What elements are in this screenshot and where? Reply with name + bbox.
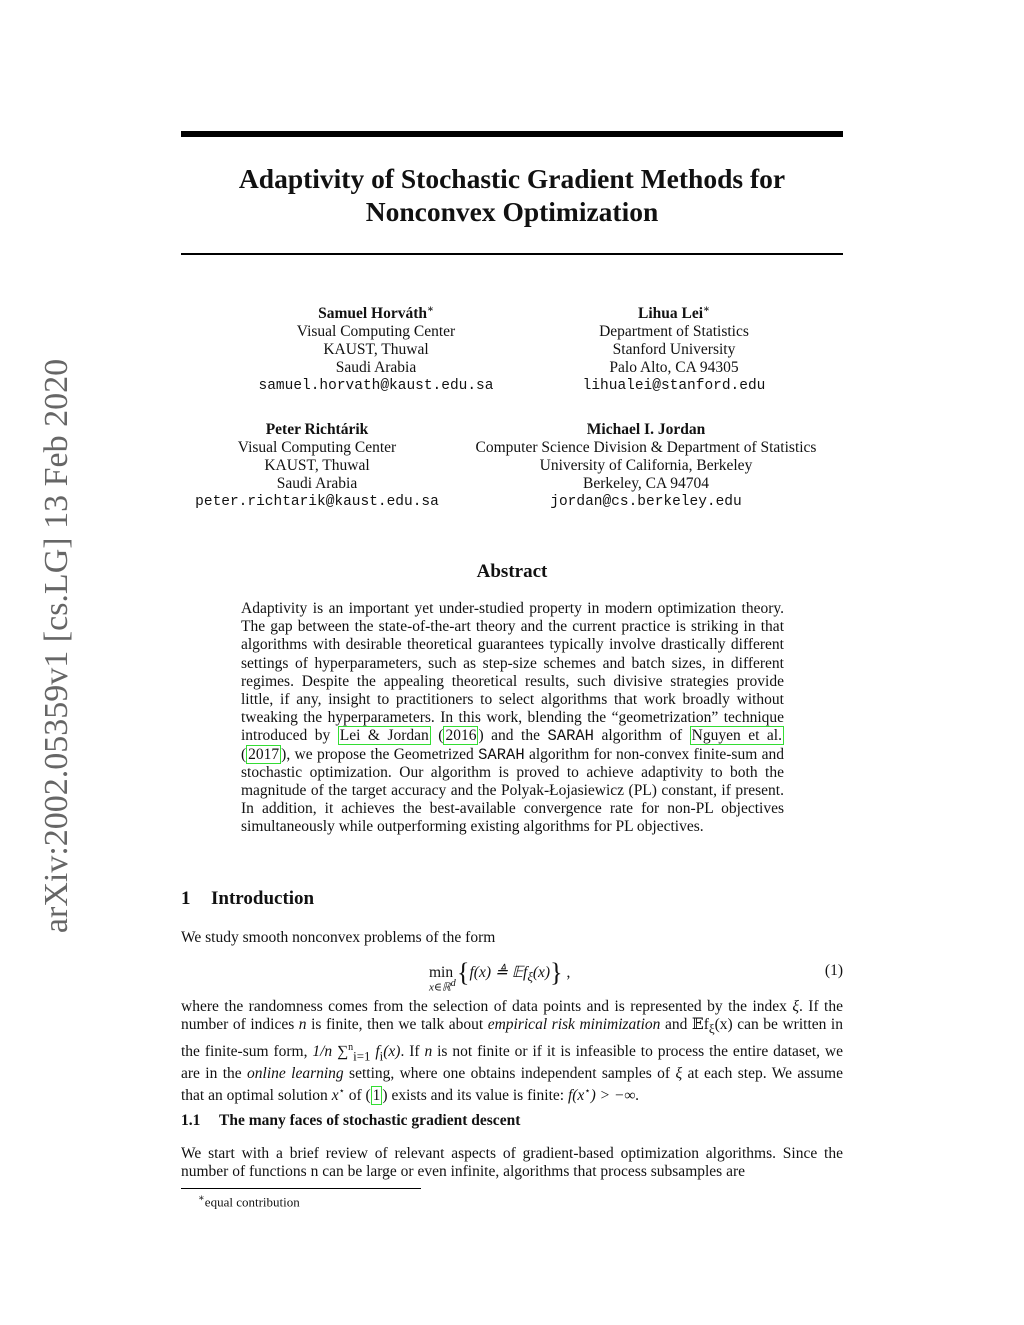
abstract-part: algorithm of (593, 727, 690, 745)
equation-number: (1) (824, 962, 843, 979)
author-affiliation: Saudi Arabia (335, 359, 417, 377)
subsection-heading (181, 1112, 520, 1130)
eq-expression-end: (x) (532, 964, 551, 981)
math: ξ (792, 998, 799, 1015)
author-block-3 (195, 421, 439, 511)
author-name: Michael I. Jordan (586, 421, 706, 438)
equation-1 (181, 956, 843, 996)
eq-min-subscript (429, 978, 456, 994)
author-block-1 (259, 301, 494, 395)
algorithm-name: SARAH (478, 745, 525, 764)
abstract-part: algorithm for non-convex finite-sum and stochastic optimization. Our algorithm is proved to achieve adaptivity to both the magnitude of the target accuracy and the Polyak-Łojasiewicz (PL) constant, if present. In addition, it achieves the best-available convergence rate for non-PL objectives simultaneously while outperforming existing algorithms for PL objectives. (241, 745, 784, 836)
eq-min-sub-sup: d (450, 978, 456, 989)
section-title: Introduction (211, 888, 315, 909)
math-sub: i=1 (353, 1047, 371, 1063)
author-block-2 (583, 301, 766, 395)
footnote (198, 1193, 300, 1210)
math: (x) (383, 1042, 401, 1060)
eq-min-sub: x∈ℝ (429, 981, 451, 994)
text: . If the number of indices (181, 998, 843, 1034)
citation-link-lei-jordan[interactable]: Lei & Jordan (339, 727, 429, 745)
citation-link-nguyen[interactable]: Nguyen et al. (691, 727, 782, 745)
citation-year-link[interactable]: 2016 (445, 727, 477, 745)
text: is not finite or if it is infeasible to process the entire dataset, we are in the (181, 1042, 844, 1082)
author-block-4 (476, 421, 817, 511)
author-affiliation: Computer Science Division & Department of Statistics (475, 439, 817, 456)
math: x (331, 1087, 339, 1105)
algorithm-name: SARAH (547, 727, 594, 746)
equation-body: min {f(x) ≜ 𝔼f$_\xi$(x)} , (429, 958, 571, 987)
author-affiliation: KAUST, Thuwal (323, 341, 429, 359)
abstract-part: ) and the (478, 727, 548, 745)
intro-paragraph (181, 998, 843, 1106)
title-top-rule (181, 131, 843, 137)
math-sup: ⋆ (584, 1086, 591, 1098)
math: 1/n ∑ (312, 1042, 349, 1060)
author-affiliation: Saudi Arabia (276, 475, 358, 492)
text: of ( (344, 1087, 371, 1105)
paper-title (181, 162, 843, 228)
author-affiliation: Palo Alto, CA 94305 (609, 359, 739, 377)
title-line-1: Adaptivity of Stochastic Gradient Methods for (238, 163, 786, 194)
eq-expression: f(x) ≜ 𝔼f (469, 964, 528, 981)
author-affiliation: Visual Computing Center (237, 439, 397, 456)
math-sup: n (348, 1041, 354, 1053)
abstract-part: ), we propose the Geometrized (281, 745, 479, 763)
author-affiliation: Department of Statistics (599, 323, 749, 341)
emphasis: empirical risk minimization (487, 1016, 661, 1034)
abstract-part: Adaptivity is an important yet under-studied property in modern optimization theory. The gap between the state-of-the-art theory and the current practice is striking in that algorithms with desirable theoretical guarantees typically involve drastically different settings of hyperparameters, such as step-size schemes and batch sizes, in different regimes. Despite the appealing theoretical results, such divisive strategies provide little, if any, insight to practitioners to select algorithms that work broadly without tweaking the hyperparameters. In this work, blending the “geometrization” technique introduced by (241, 600, 784, 745)
author-affiliation: Visual Computing Center (296, 323, 456, 341)
eq-tail: , (562, 964, 571, 981)
abstract-heading: Abstract (476, 561, 548, 582)
text: is finite, then we talk about (306, 1016, 488, 1034)
eq-subscript: ξ (527, 969, 533, 985)
author-email[interactable]: jordan@cs.berkeley.edu (550, 494, 742, 510)
equation-ref-link[interactable]: 1 (372, 1087, 381, 1105)
text: (x) can be written in the finite-sum form, (181, 1016, 843, 1060)
subsection-number: 1.1 (181, 1112, 201, 1129)
text: . If (400, 1042, 425, 1060)
title-bottom-rule (181, 253, 843, 255)
math: and 𝔼f (660, 1016, 709, 1034)
math-sub: ξ (708, 1021, 715, 1037)
author-name: Lihua Lei (638, 305, 704, 323)
arxiv-stamp: arXiv:2002.05359v1 [cs.LG] 13 Feb 2020 (38, 358, 75, 934)
section-number: 1 (181, 888, 191, 909)
author-mark: ∗ (427, 304, 434, 315)
section-heading (181, 888, 314, 910)
author-affiliation: Stanford University (612, 341, 736, 359)
eq-min: min (429, 964, 454, 981)
author-email[interactable]: peter.richtarik@kaust.edu.sa (195, 494, 439, 510)
text: at each step. We assume that an optimal solution (181, 1064, 843, 1105)
title-line-2: Nonconvex Optimization (365, 196, 659, 227)
citation-year-link[interactable]: 2017 (248, 745, 280, 763)
subsection-paragraph: We start with a brief review of relevant aspects of gradient-based optimization algorithms. Since the number of functions n can be large or even infinite, algorithms that process subsamples are (181, 1145, 843, 1181)
math: f(x (567, 1087, 585, 1105)
emphasis: online learning (247, 1064, 344, 1082)
math: n (298, 1016, 307, 1034)
math-sup: ⋆ (338, 1086, 345, 1098)
text: setting, where one obtains independent samples of (343, 1064, 676, 1082)
footnote-text: equal contribution (204, 1194, 300, 1210)
author-email[interactable]: samuel.horvath@kaust.edu.sa (258, 378, 494, 395)
author-name: Samuel Horváth (318, 305, 428, 323)
text: where the randomness comes from the selection of data points and is represented by the index (181, 998, 793, 1015)
math: ξ (675, 1064, 683, 1082)
subsection-title: The many faces of stochastic gradient descent (219, 1112, 521, 1129)
footnote-rule (181, 1188, 421, 1189)
author-affiliation: University of California, Berkeley (539, 457, 753, 474)
intro-lead: We study smooth nonconvex problems of the form (181, 929, 496, 946)
author-affiliation: Berkeley, CA 94704 (582, 475, 709, 492)
author-name: Peter Richtárik (265, 421, 369, 438)
math: f (370, 1042, 380, 1060)
author-mark: ∗ (703, 304, 710, 315)
abstract-text: Adaptivity is an important yet under-studied property in modern optimization theory. The gap between the state-of-the-art theory and the current practice is striking in that algorithms with desirable theoretical guarantees typically involve drastically different settings of hyperparameters, such as step-size schemes and batch sizes, in different regimes. Despite the appealing theoretical results, such divisive strategies provide little, if any, insight to practitioners to select algorithms that work broadly without tweaking the hyperparameters. In this work, blending the “geometrization” technique introduced by Lei & Jordan ( 2016 ) and the SARAH algorithm of Nguyen et al. ( 2017 ), we propose the Geometrized SARAH algorithm for non-convex finite-sum and stochastic optimization. Our algorithm is proved to achieve adaptivity to both the magnitude of the target accuracy and the Polyak-Łojasiewicz (PL) constant, if present. In addition, it achieves the best-available convergence rate for non-PL objectives simultaneously while outperforming existing algorithms for PL objectives. (241, 600, 784, 836)
text: ) exists and its value is finite: (382, 1087, 568, 1105)
footnote-mark: ∗ (198, 1193, 205, 1204)
math: n (424, 1042, 433, 1060)
math: ) > −∞. (590, 1087, 640, 1105)
author-email[interactable]: lihualei@stanford.edu (582, 378, 766, 395)
author-affiliation: KAUST, Thuwal (264, 457, 370, 474)
math-sub: i (379, 1047, 384, 1063)
